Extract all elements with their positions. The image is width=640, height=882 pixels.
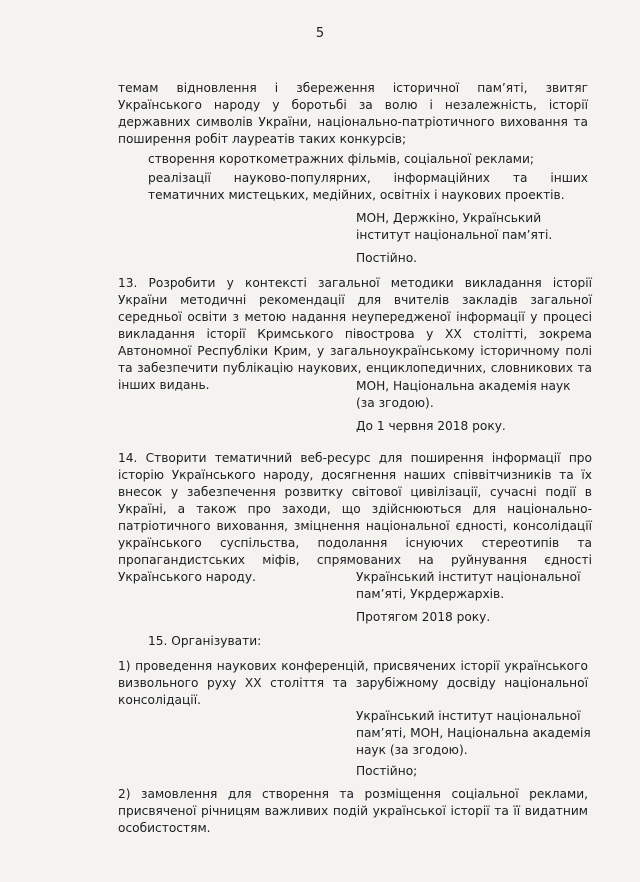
responsible-14: Український інститут національної пам’яті, Укрдержархів. [356,570,581,601]
item-15-2: 2) замовлення для створення та розміщення соціальної реклами, присвяченої річницям важливих подій української історії та її видатним особистостям. [118,787,588,835]
responsible-1: МОН, Держкіно, Український інститут національної пам’яті. [356,211,553,242]
responsible-15-1: Український інститут національної пам’яті, МОН, Національна академія наук (за згодою). [356,709,591,757]
deadline-1: Постійно. [356,251,418,265]
item-15-heading: 15. Організувати: [148,634,262,648]
responsible-13: МОН, Національна академія наук (за згодою). [356,379,571,410]
deadline-14: Протягом 2018 року. [356,610,491,624]
item-15-1: 1) проведення наукових конференцій, присвячених історії українського визвольного руху XX століття та зарубіжному досвіду національної консолідації. [118,659,588,707]
paragraph-projects: реалізації науково-популярних, інформаційних та інших тематичних мистецьких, медійних, освітніх і наукових проектів. [148,171,588,202]
paragraph-short-films: створення короткометражних фільмів, соціальної реклами; [148,152,535,166]
deadline-13: До 1 червня 2018 року. [356,419,506,433]
paragraph-continuation: темам відновлення і збереження історичної пам’яті, звитяг Українського народу у боротьбі за волю і незалежність, історії державних символів України, національно-патріотичного виховання та поширення робіт лауреатів таких конкурсів; [118,81,588,146]
item-13: 13. Розробити у контексті загальної методики викладання історії України методичні рекомендації для вчителів закладів загальної середньої освіти з метою надання неупередженої інформації у процесі викладання історії Кримського півострова у XX столітті, зокрема Автономної Республіки Крим, у загальноукраїнському історичному полі та забезпечити публікацію наукових, енциклопедичних, словникових та інших видань. [118,276,592,392]
item-14: 14. Створити тематичний веб-ресурс для поширення інформації про історію Українського народу, досягнення наших співвітчизників та їх внесок у забезпечення розвитку світової цивілізації, сучасні події в Україні, а також про заходи, що здійснюються для національно-патріотичного виховання, зміцнення національної єдності, консолідації українського суспільства, подолання існуючих стереотипів та пропагандистських міфів, спрямованих на руйнування єдності Українського народу. [118,451,592,584]
page-number: 5 [315,26,325,41]
deadline-15-1: Постійно; [356,764,418,778]
